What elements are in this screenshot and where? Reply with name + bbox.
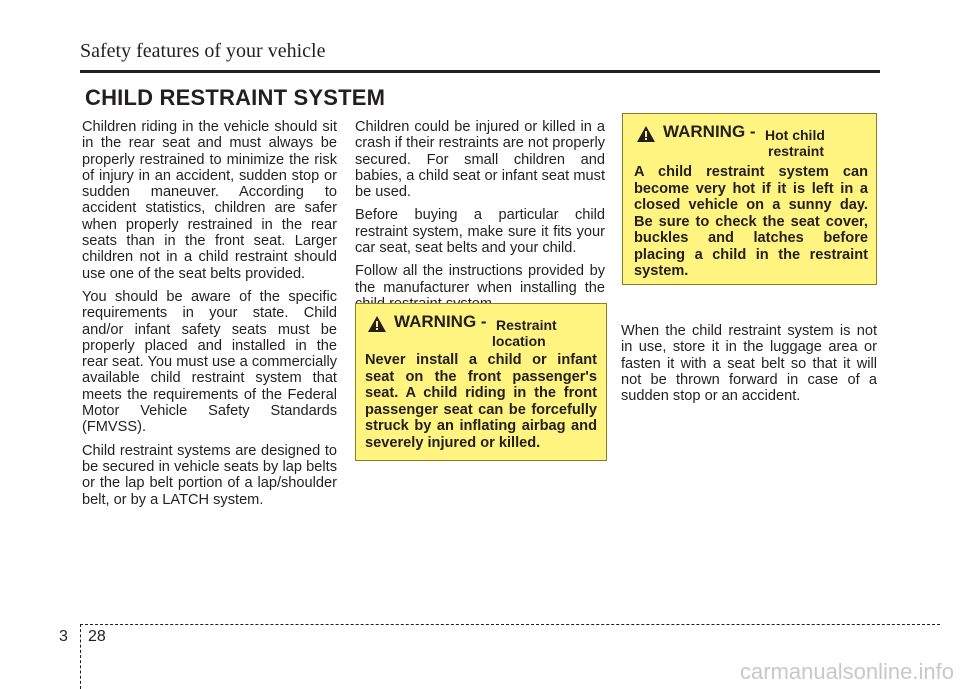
paragraph: You should be aware of the specific requirements in your state. Child and/or infant safety seats must be properly placed and installed in the rear seat. You must use a commercially available child restraint system that meets the requirements of the Federal Motor Vehicle Safety Standards (FMVSS). (82, 288, 337, 436)
warning-triangle-icon (637, 126, 655, 142)
warning-subtitle: location (492, 333, 546, 349)
warning-subtitle: Hot child (765, 127, 825, 143)
watermark: carmanualsonline.info (739, 659, 954, 684)
footer-divider (80, 624, 81, 689)
paragraph: Follow all the instructions provided by the manufacturer when installing the (355, 263, 605, 296)
paragraph: Before buying a particular child restraint system, make sure it fits your car seat, seat belts and your child. (355, 207, 605, 257)
warning-header (356, 304, 606, 348)
paragraph: Children could be injured or killed in a crash if their restraints are not properly secured. For small children and babies, a child seat or infant seat must be used. (355, 119, 605, 201)
warning-label: WARNING - (663, 122, 756, 141)
warning-box-restraint-location (355, 303, 607, 461)
chapter-number: 3 (59, 628, 68, 645)
warning-box-hot-child-restraint (622, 113, 877, 285)
column-right (621, 323, 877, 411)
page-number: 28 (88, 628, 106, 645)
warning-subtitle: restraint (768, 143, 825, 159)
warning-header (623, 114, 876, 158)
warning-triangle-icon (368, 316, 386, 332)
warning-label: WARNING - (394, 312, 487, 331)
warning-body: A child restraint system can become very hot if it is left in a closed vehicle on a sunny day. Be sure to check the seat cover, buckles and latches before placing a child in the restraint system. (634, 164, 868, 279)
footer-rule (80, 624, 940, 625)
warning-body: Never install a child or infant seat on the front passenger's seat. A child riding in the front passenger seat can be forcefully struck by an inflating airbag and severely injured or killed. (365, 352, 597, 451)
header-rule (80, 70, 880, 73)
paragraph: Child restraint systems are designed to be secured in vehicle seats by lap belts or the lap belt portion of a lap/shoulder belt, or by a LATCH system. (82, 442, 337, 508)
paragraph: When the child restraint system is not in use, store it in the luggage area or fasten it with a seat belt so that it will not be thrown forward in case of a sudden stop or an accident. (621, 323, 877, 405)
section-title: CHILD RESTRAINT SYSTEM (85, 85, 386, 110)
warning-subtitle: Restraint (496, 317, 557, 333)
paragraph: Children riding in the vehicle should sit in the rear seat and must always be properly restrained to minimize the risk of injury in an accident, sudden stop or sudden maneuver. According to accident statistics, children are safer when properly restrained in the rear seats than in the front seat. Larger children not in a child restraint should use one of the seat belts provided. (82, 119, 337, 282)
column-left (82, 119, 337, 515)
column-middle (355, 119, 605, 319)
page-header-title: Safety features of your vehicle (80, 40, 326, 62)
